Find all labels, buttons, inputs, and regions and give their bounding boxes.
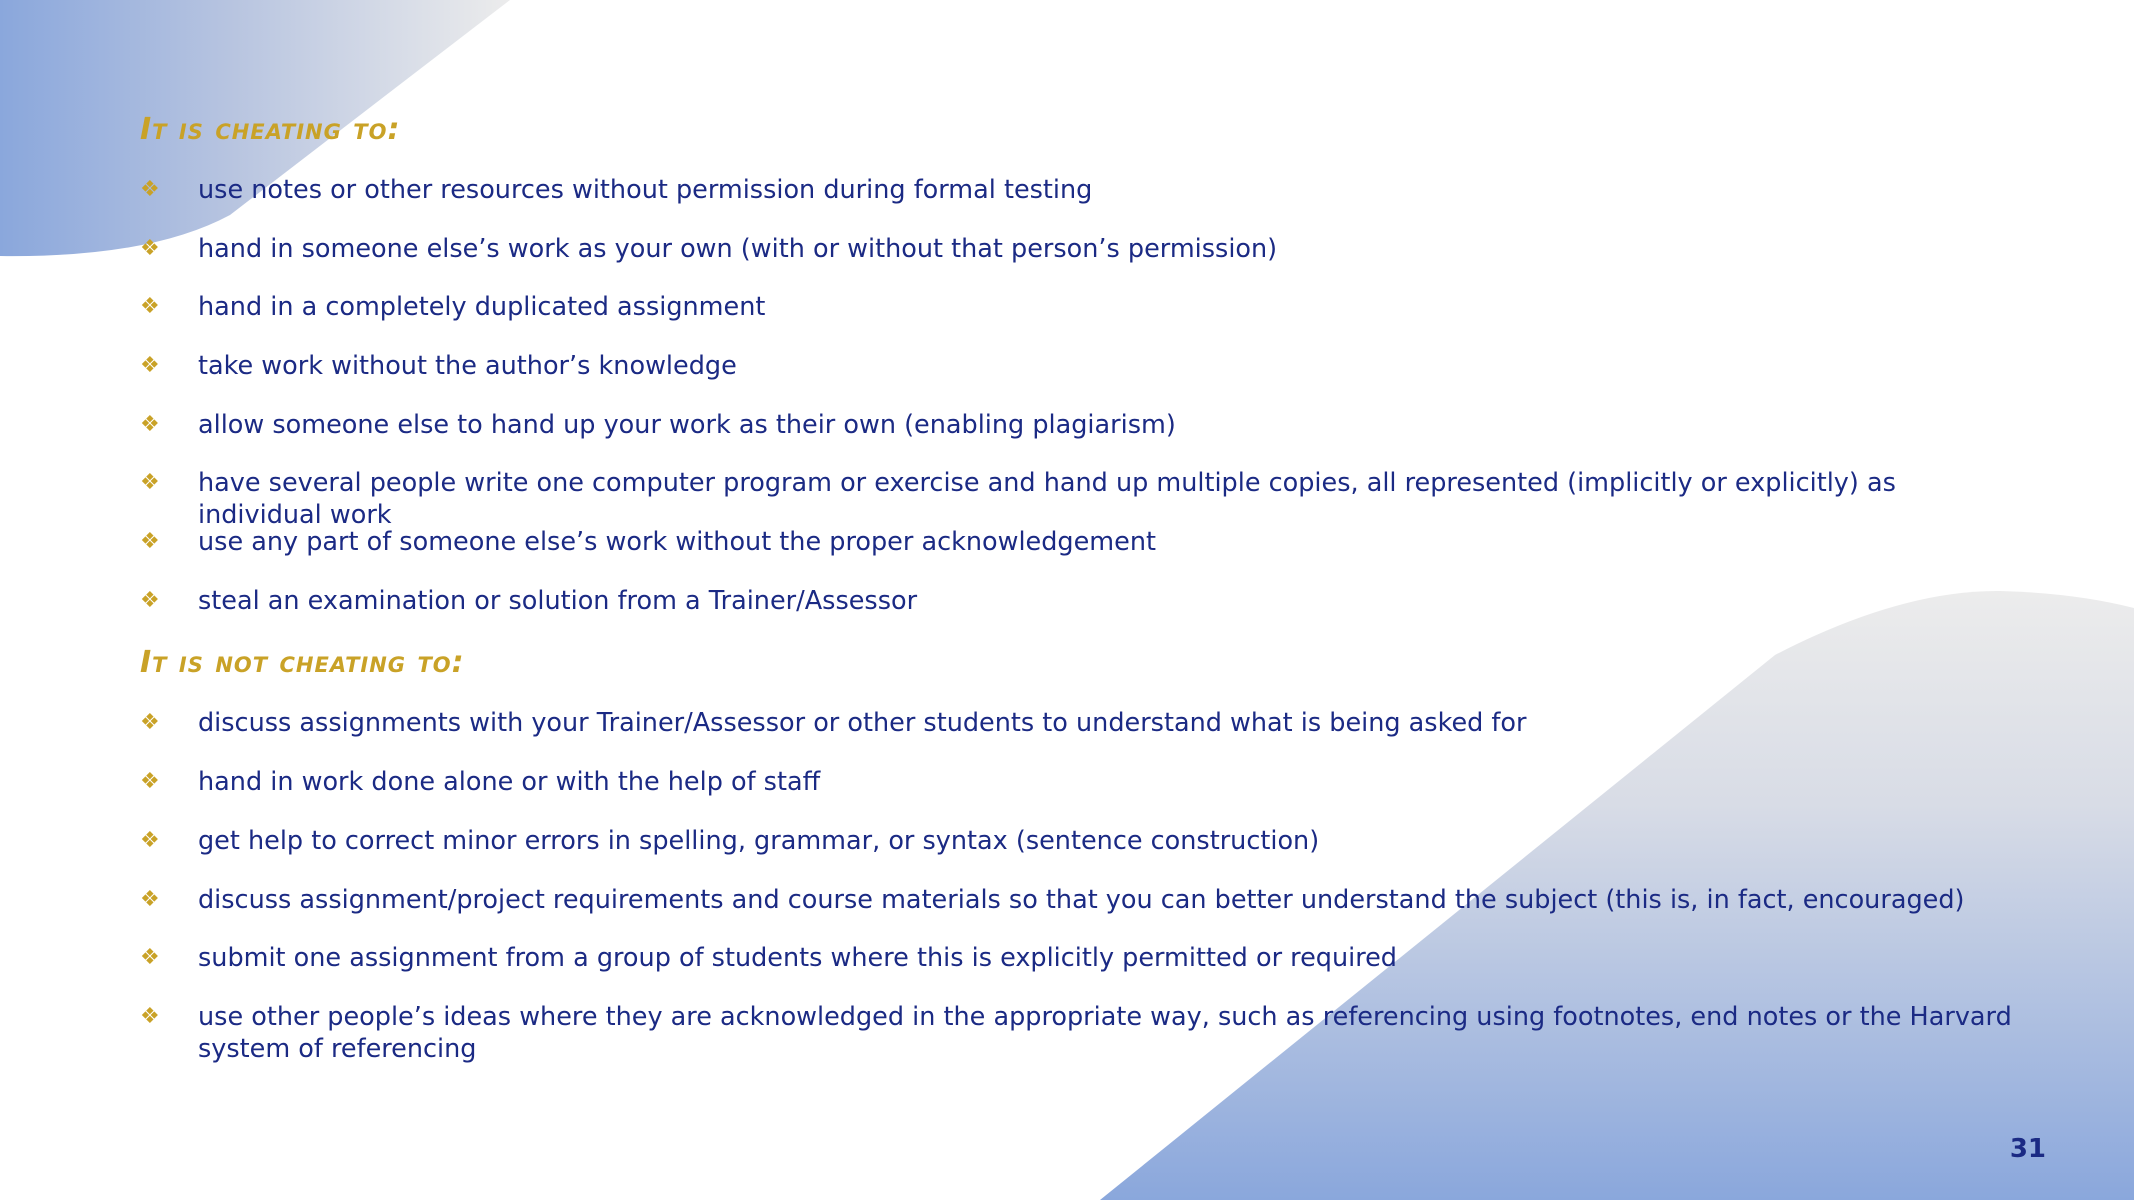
list-item <box>140 174 2020 206</box>
diamond-bullet-icon: ❖ <box>140 412 160 437</box>
list-item-text: discuss assignment/project requirements and course materials so that you can better understand the subject (this is, in fact, encouraged) <box>198 885 1965 915</box>
list-item-text: use notes or other resources without permission during formal testing <box>198 175 1093 205</box>
diamond-bullet-icon: ❖ <box>140 588 160 613</box>
list-item-text: hand in a completely duplicated assignment <box>198 292 766 322</box>
list-item <box>140 467 2020 531</box>
diamond-bullet-icon: ❖ <box>140 177 160 202</box>
list-item-text: hand in someone else’s work as your own (with or without that person’s permission) <box>198 234 1278 264</box>
diamond-bullet-icon: ❖ <box>140 529 160 554</box>
list-item-text: hand in work done alone or with the help of staff <box>198 767 821 797</box>
diamond-bullet-icon: ❖ <box>140 887 160 912</box>
list-item <box>140 291 2020 323</box>
list-item <box>140 526 2020 558</box>
diamond-bullet-icon: ❖ <box>140 353 160 378</box>
list-item-text: have several people write one computer program or exercise and hand up multiple copies, all represented (implicitly or explicitly) as individual work <box>198 468 1896 530</box>
list-item-text: submit one assignment from a group of students where this is explicitly permitted or required <box>198 943 1397 973</box>
list-item <box>140 707 2020 739</box>
not-cheating-heading: It is not cheating to: <box>140 645 465 680</box>
diamond-bullet-icon: ❖ <box>140 769 160 794</box>
list-item <box>140 1001 2020 1065</box>
list-item-text: steal an examination or solution from a Trainer/Assessor <box>198 586 918 616</box>
diamond-bullet-icon: ❖ <box>140 945 160 970</box>
list-item <box>140 233 2020 265</box>
diamond-bullet-icon: ❖ <box>140 470 160 495</box>
list-item <box>140 585 2020 617</box>
list-item <box>140 825 2020 857</box>
diamond-bullet-icon: ❖ <box>140 828 160 853</box>
list-item-text: take work without the author’s knowledge <box>198 351 737 381</box>
diamond-bullet-icon: ❖ <box>140 294 160 319</box>
cheating-heading: It is cheating to: <box>140 112 401 147</box>
list-item <box>140 350 2020 382</box>
list-item-text: allow someone else to hand up your work as their own (enabling plagiarism) <box>198 410 1176 440</box>
list-item <box>140 942 2020 974</box>
page-number: 31 <box>2009 1134 2046 1164</box>
list-item <box>140 766 2020 798</box>
diamond-bullet-icon: ❖ <box>140 1004 160 1029</box>
list-item-text: get help to correct minor errors in spelling, grammar, or syntax (sentence construction) <box>198 826 1320 856</box>
diamond-bullet-icon: ❖ <box>140 236 160 261</box>
list-item <box>140 409 2020 441</box>
list-item-text: discuss assignments with your Trainer/Assessor or other students to understand what is being asked for <box>198 708 1527 738</box>
list-item <box>140 884 2020 916</box>
list-item-text: use other people’s ideas where they are acknowledged in the appropriate way, such as referencing using footnotes, end notes or the Harvard system of referencing <box>198 1002 2012 1064</box>
diamond-bullet-icon: ❖ <box>140 710 160 735</box>
list-item-text: use any part of someone else’s work without the proper acknowledgement <box>198 527 1156 557</box>
